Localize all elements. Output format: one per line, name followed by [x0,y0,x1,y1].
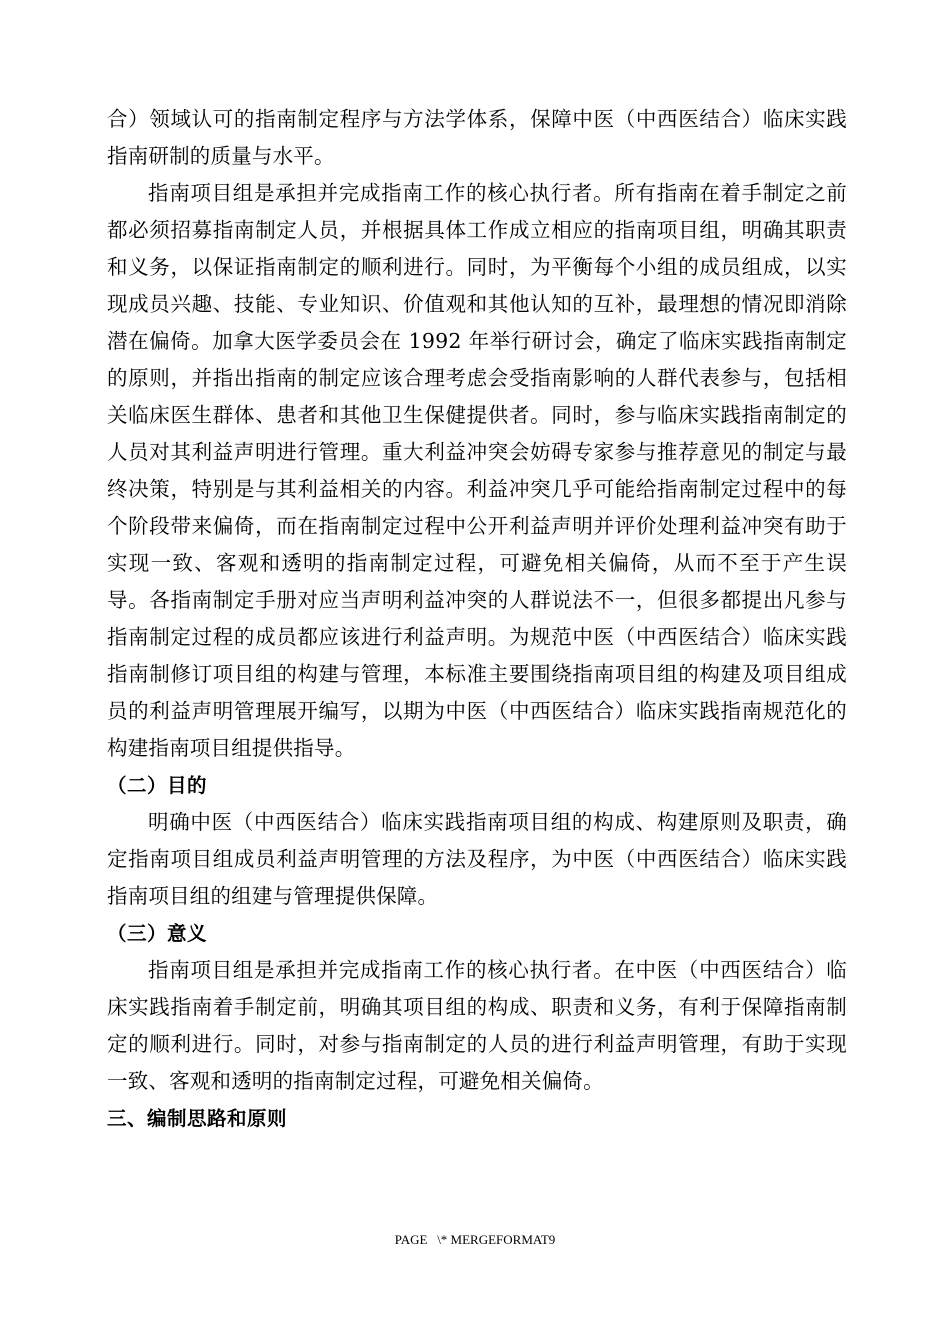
heading-section-3: 三、编制思路和原则 [107,1107,288,1130]
paragraph-continuation: 合）领域认可的指南制定程序与方法学体系，保障中医（中西医结合）临床实践指南研制的质量与水平。 [107,107,847,168]
document-body [107,101,847,1137]
heading-purpose: （二）目的 [107,774,208,797]
paragraph-project-group: 指南项目组是承担并完成指南工作的核心执行者。所有指南在着手制定之前都必须招募指南制定人员，并根据具体工作成立相应的指南项目组，明确其职责和义务，以保证指南制定的顺利进行。同时，为平衡每个小组的成员组成，以实现成员兴趣、技能、专业知识、价值观和其他认知的互补，最理想的情况即消除潜在偏倚。加拿大医学委员会在 1992 年举行研讨会，确定了临床实践指南制定的原则，并指出指南的制定应该合理考虑会受指南影响的人群代表参与，包括相关临床医生群体、患者和其他卫生保健提供者。同时，参与临床实践指南制定的人员对其利益声明进行管理。重大利益冲突会妨碍专家参与推荐意见的制定与最终决策，特别是与其利益相关的内容。利益冲突几乎可能给指南制定过程中的每个阶段带来偏倚，而在指南制定过程中公开利益声明并评价处理利益冲突有助于实现一致、客观和透明的指南制定过程，可避免相关偏倚，从而不至于产生误导。各指南制定手册对应当声明利益冲突的人群说法不一，但很多都提出凡参与指南制定过程的成员都应该进行利益声明。为规范中医（中西医结合）临床实践指南制修订项目组的构建与管理，本标准主要围绕指南项目组的构建及项目组成员的利益声明管理展开编写，以期为中医（中西医结合）临床实践指南规范化的构建指南项目组提供指导。 [107,181,847,760]
paragraph-purpose: 明确中医（中西医结合）临床实践指南项目组的构成、构建原则及职责，确定指南项目组成员利益声明管理的方法及程序，为中医（中西医结合）临床实践指南项目组的组建与管理提供保障。 [107,810,847,908]
heading-significance: （三）意义 [107,922,208,945]
paragraph-significance: 指南项目组是承担并完成指南工作的核心执行者。在中医（中西医结合）临床实践指南着手制定前，明确其项目组的构成、职责和义务，有利于保障指南制定的顺利进行。同时，对参与指南制定的人员的进行利益声明管理，有助于实现一致、客观和透明的指南制定过程，可避免相关偏倚。 [107,958,847,1093]
page-footer: PAGE \* MERGEFORMAT9 [394,1232,556,1247]
